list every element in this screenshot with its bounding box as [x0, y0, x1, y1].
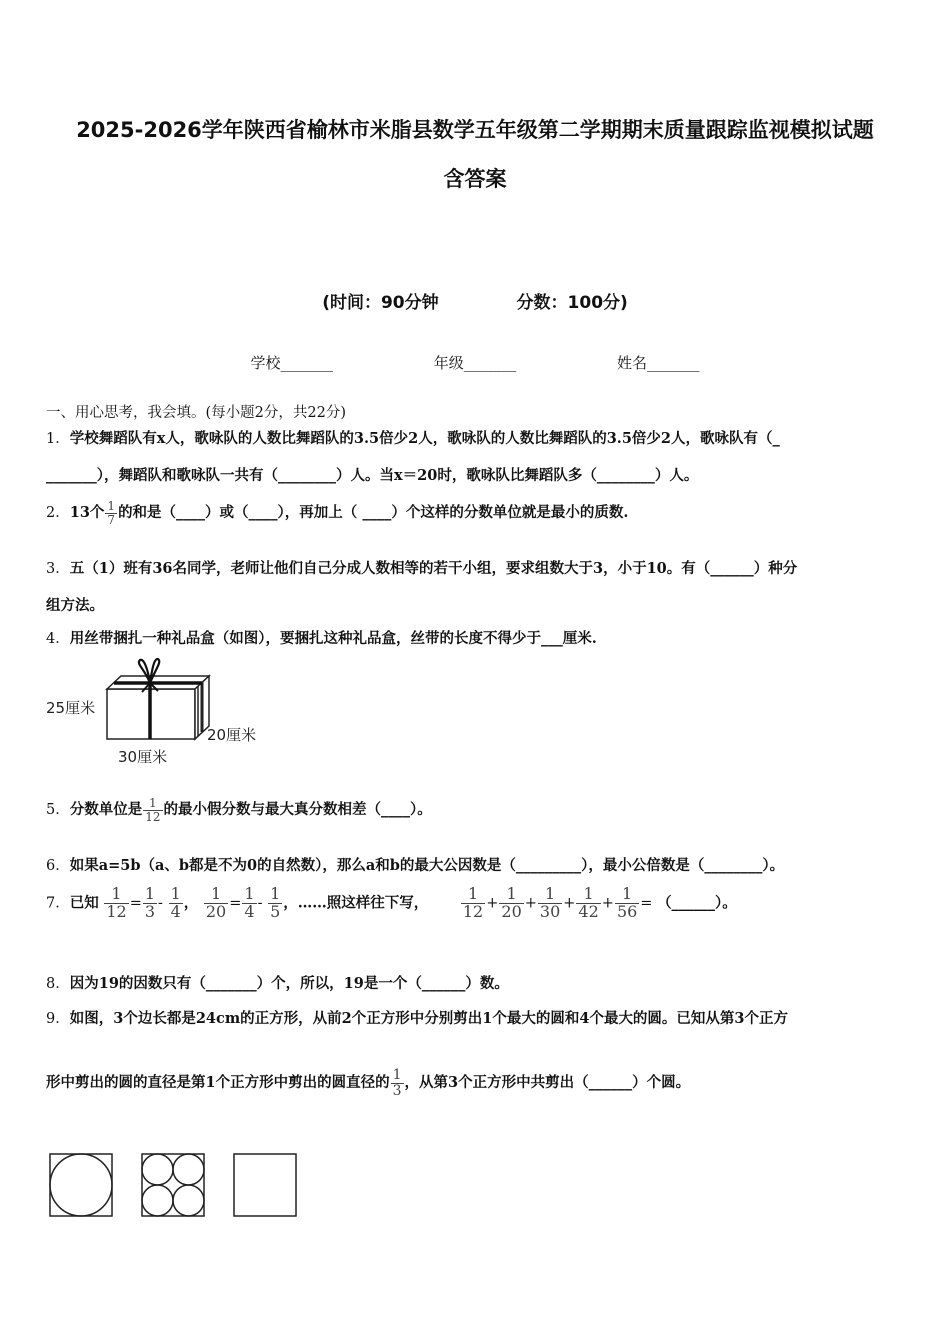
question-text: 用丝带捆扎一种礼品盒（如图），要捆扎这种礼品盒，丝带的长度不得少于___厘米.: [69, 630, 597, 647]
gift-box-figure: [40, 656, 280, 771]
question-text: 如图，3个边长都是24cm的正方形，从前2个正方形中分别剪出1个最大的圆和4个最大的圆。已知从第3个正方: [69, 1010, 789, 1027]
question-text-post: 的和是（____）或（____），再加上（ ____）个这样的分数单位就是最小的质数.: [118, 504, 629, 522]
question-3-line1: [46, 557, 797, 578]
question-number: 2．: [46, 505, 70, 522]
fraction: $\frac{1}{5}$: [270, 884, 281, 921]
question-1-line1: [46, 427, 780, 448]
height-label: 25厘米: [46, 699, 96, 717]
question-5: [46, 797, 432, 823]
fraction: $\frac{1}{12}$: [106, 884, 127, 921]
squares-figure: [46, 1150, 306, 1222]
doc-title-line2: 含答案: [443, 167, 507, 191]
question-number: 7．: [46, 895, 70, 912]
question-text: 学校舞蹈队有x人，歌咏队的人数比舞蹈队的3.5倍少2人，歌咏队的人数比舞蹈队的3.5倍少2人，歌咏队有（_: [69, 430, 780, 447]
question-number: 5．: [46, 802, 70, 819]
square-four-circles: [142, 1154, 204, 1216]
fraction: $\frac{1}{12}$: [462, 884, 484, 921]
exam-meta: [0, 288, 950, 313]
exam-score: 分数：100分): [516, 293, 628, 313]
length-label: 30厘米: [118, 748, 168, 766]
question-number: 3．: [46, 561, 70, 577]
fraction: $\frac{1}{7}$: [107, 499, 116, 527]
section-heading: 一、用心思考，我会填。(每小题2分，共22分): [46, 405, 346, 421]
question-text-pre: 已知: [69, 894, 99, 912]
question-9-line1: [46, 1007, 788, 1028]
name-field: 姓名_______: [617, 354, 700, 372]
grade-field: 年级_______: [433, 354, 517, 372]
question-text-pre: 形中剪出的圆的直径是第1个正方形中剪出的圆直径的: [46, 1074, 390, 1092]
question-number: 8．: [46, 976, 70, 992]
student-fields: [0, 352, 950, 373]
question-text: 五（1）班有36名同学，老师让他们自己分成人数相等的若干小组，要求组数大于3，小于10。有（______）种分: [69, 560, 798, 577]
exam-time: (时间：90分钟: [322, 293, 439, 313]
fraction: $\frac{1}{30}$: [539, 884, 561, 921]
fraction: $\frac{1}{56}$: [616, 884, 638, 921]
question-7: 7．已知 $\frac{1}{12}$ = $\frac{1}{3}$ - $\frac{1}{4}$ ， $\frac{1}{20}$ = $\frac{1}{4}$ - $\frac{1}{5}$ ，……照这样往下写， $\frac{1}{12}$ + $\frac{1}{20}$ + $\frac{1}{30}$ + $\frac{1}{42}$ + $\frac{1}{56}$ = （______）。: [46, 884, 737, 921]
question-number: 4．: [46, 631, 70, 647]
square-one-circle: [50, 1154, 112, 1216]
question-number: 1．: [46, 431, 70, 447]
fraction: $\frac{1}{20}$: [501, 884, 522, 921]
fraction: $\frac{1}{4}$: [170, 884, 181, 921]
question-number: 9．: [46, 1011, 70, 1027]
fraction: $\frac{1}{42}$: [578, 884, 599, 921]
question-3-line2: 组方法。: [46, 597, 104, 614]
question-4: [46, 627, 597, 648]
question-8: [46, 972, 509, 993]
question-1-line2: _______），舞蹈队和歌咏队一共有（________）人。当x＝20时，歌咏队比舞蹈队多（________）人。: [46, 467, 699, 484]
width-label: 20厘米: [207, 726, 257, 744]
question-9-line2: [46, 1068, 690, 1098]
question-2: [46, 500, 628, 526]
fraction: $\frac{1}{12}$: [145, 796, 161, 824]
fraction: $\frac{1}{20}$: [205, 884, 227, 921]
question-text-mid: ，……照这样往下写，: [283, 894, 429, 912]
question-number: 6．: [46, 858, 70, 874]
doc-title-line1: 2025-2026学年陕西省榆林市米脂县数学五年级第二学期期末质量跟踪监视模拟试题: [76, 118, 874, 142]
question-text: 如果a=5b（a、b都是不为0的自然数），那么a和b的最大公因数是（_________），最小公倍数是（________）。: [69, 857, 785, 874]
question-text-post: 的最小假分数与最大真分数相差（____）。: [163, 801, 432, 819]
question-text-post: ，从第3个正方形中共剪出（______）个圆。: [404, 1074, 691, 1092]
fraction: $\frac{1}{4}$: [244, 884, 255, 921]
fraction: $\frac{1}{3}$: [144, 884, 156, 921]
school-field: 学校_______: [250, 354, 333, 372]
fraction: $\frac{1}{3}$: [392, 1067, 402, 1099]
question-text: 因为19的因数只有（_______）个，所以，19是一个（______）数。: [69, 975, 509, 992]
square-empty: [234, 1154, 296, 1216]
question-text-pre: 分数单位是: [69, 801, 143, 819]
question-6: [46, 854, 784, 875]
question-text-pre: 13个: [69, 504, 105, 522]
question-text-post: （______）。: [657, 894, 737, 912]
